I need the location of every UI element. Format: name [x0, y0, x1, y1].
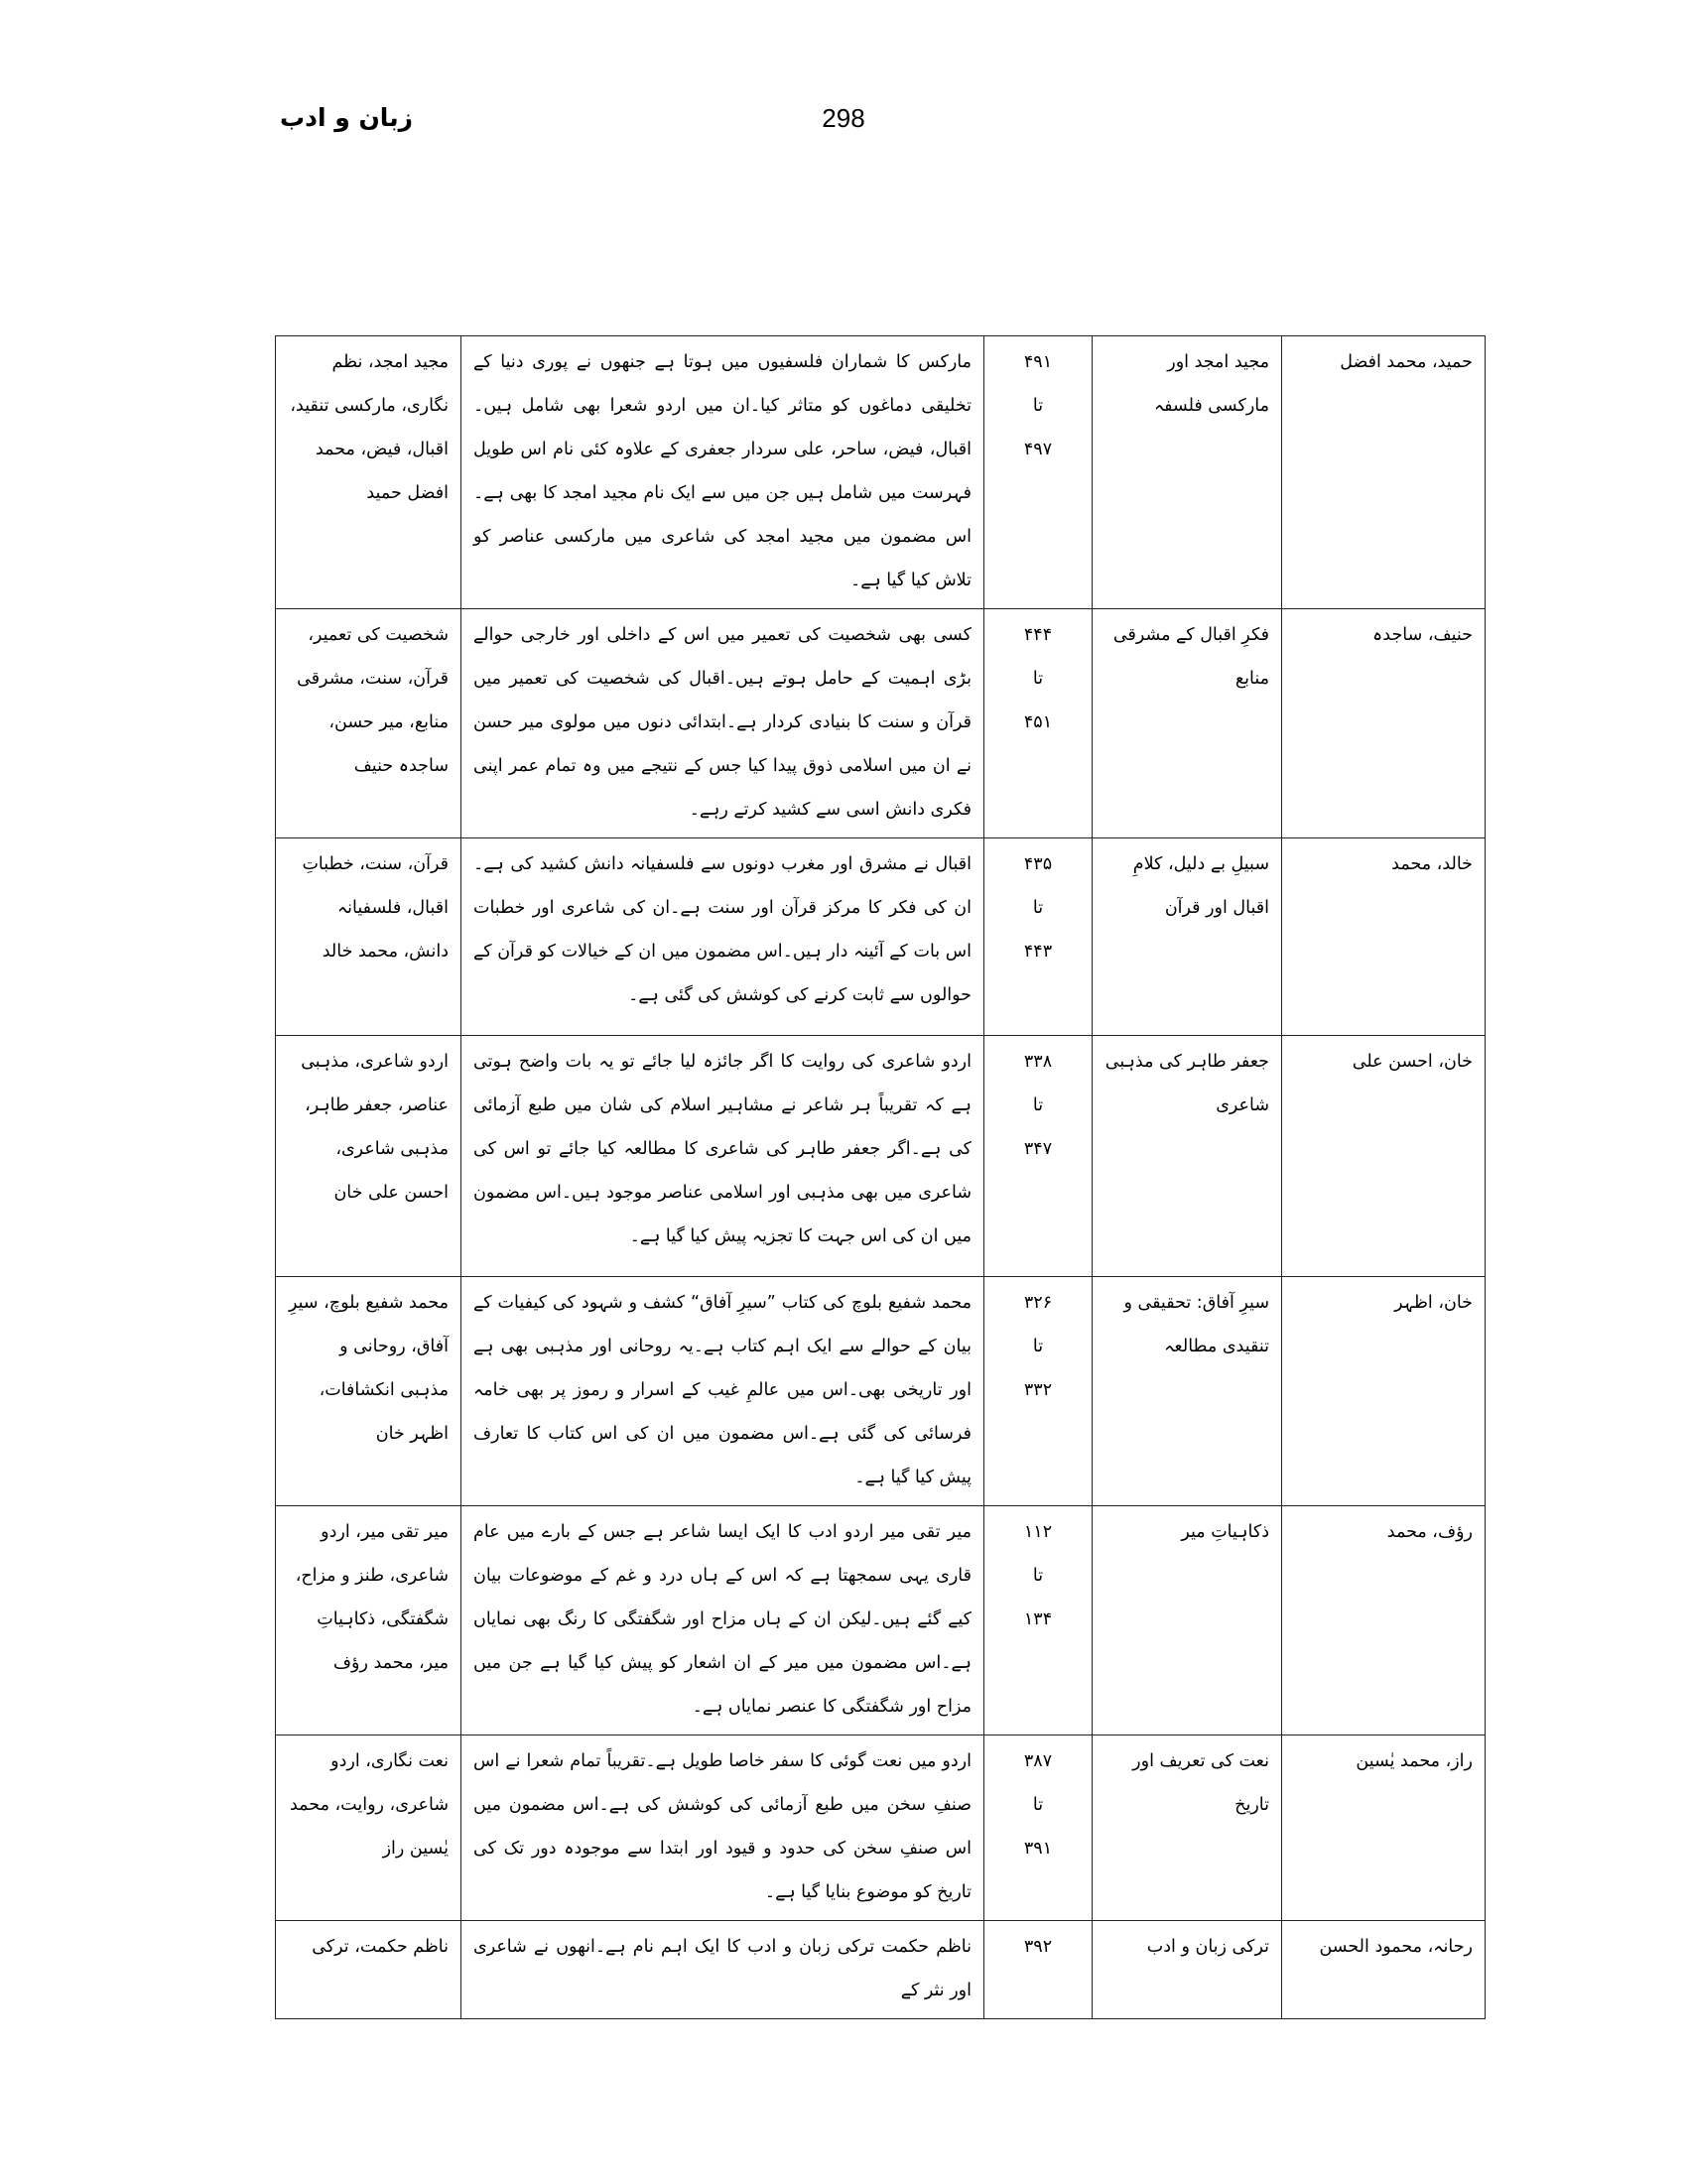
- abstract-cell: ناظم حکمت ترکی زبان و ادب کا ایک اہم نام ہے۔انھوں نے شاعری اور نثر کے: [461, 1921, 984, 2019]
- author-cell: خالد، محمد: [1282, 838, 1486, 1036]
- page-separator: تا: [1032, 1337, 1044, 1356]
- page-to: ۳۴۷: [1023, 1139, 1053, 1159]
- keywords-cell: نعت نگاری، اردو شاعری، روایت، محمد یٰسین راز: [276, 1735, 461, 1921]
- author-cell: حنیف، ساجدہ: [1282, 609, 1486, 838]
- title-cell: فکرِ اقبال کے مشرقی منابع: [1093, 609, 1282, 838]
- author-cell: خان، اظہر: [1282, 1277, 1486, 1506]
- author-cell: حمید، محمد افضل: [1282, 336, 1486, 609]
- author-cell: رؤف، محمد: [1282, 1506, 1486, 1735]
- abstract-cell: اردو شاعری کی روایت کا اگر جائزہ لیا جائے تو یہ بات واضح ہوتی ہے کہ تقریباً ہر شاعر نے مشاہیر اسلام کی شان میں طبع آزمائی کی ہے۔اگر جعفر طاہر کی شاعری کا مطالعہ کیا جائے تو اس کی شاعری میں بھی مذہبی اور اسلامی عناصر موجود ہیں۔اس مضمون میں ان کی اس جہت کا تجزیہ پیش کیا گیا ہے۔: [461, 1036, 984, 1277]
- page-to: ۳۳۲: [1023, 1380, 1053, 1400]
- pages-cell: [984, 336, 1093, 609]
- title-cell: نعت کی تعریف اور تاریخ: [1093, 1735, 1282, 1921]
- pages-cell: [984, 609, 1093, 838]
- table-row: [276, 336, 1486, 609]
- page-number: 298: [822, 103, 865, 133]
- pages-cell: [984, 838, 1093, 1036]
- table-row: [276, 609, 1486, 838]
- keywords-cell: قرآن، سنت، خطباتِ اقبال، فلسفیانہ دانش، محمد خالد: [276, 838, 461, 1036]
- table-row: [276, 1506, 1486, 1735]
- page-to: ۴۹۷: [1023, 440, 1053, 459]
- page-separator: تا: [1032, 1795, 1044, 1815]
- author-cell: راز، محمد یٰسین: [1282, 1735, 1486, 1921]
- pages-cell: [984, 1277, 1093, 1506]
- journal-title: زبان و ادب: [280, 103, 413, 132]
- author-cell: خان، احسن علی: [1282, 1036, 1486, 1277]
- keywords-cell: میر تقی میر، اردو شاعری، طنز و مزاح، شگفتگی، ذکاہیاتِ میر، محمد رؤف: [276, 1506, 461, 1735]
- pages-cell: [984, 1735, 1093, 1921]
- pages-cell: [984, 1506, 1093, 1735]
- abstract-cell: کسی بھی شخصیت کی تعمیر میں اس کے داخلی اور خارجی حوالے بڑی اہمیت کے حامل ہوتے ہیں۔اقبال کی شخصیت کی تعمیر میں قرآن و سنت کا بنیادی کردار ہے۔ابتدائی دنوں میں مولوی میر حسن نے ان میں اسلامی ذوق پیدا کیا جس کے نتیجے میں وہ تمام عمر اپنی فکری دانش اسی سے کشید کرتے رہے۔: [461, 609, 984, 838]
- abstract-cell: اردو میں نعت گوئی کا سفر خاصا طویل ہے۔تقریباً تمام شعرا نے اس صنفِ سخن میں طبع آزمائی کی کوشش کی ہے۔اس مضمون میں اس صنفِ سخن کی حدود و قیود اور ابتدا سے موجودہ دور تک کی تاریخ کو موضوع بنایا گیا ہے۔: [461, 1735, 984, 1921]
- page-to: ۴۴۳: [1023, 942, 1053, 962]
- keywords-cell: اردو شاعری، مذہبی عناصر، جعفر طاہر، مذہبی شاعری، احسن علی خان: [276, 1036, 461, 1277]
- page-to: ۴۵۱: [1023, 712, 1053, 732]
- page-from: ۳۸۷: [1023, 1751, 1053, 1771]
- page-from: ۴۹۱: [1023, 352, 1053, 372]
- table-row: [276, 1735, 1486, 1921]
- keywords-cell: ناظم حکمت، ترکی: [276, 1921, 461, 2019]
- page-from: ۴۳۵: [1023, 854, 1053, 874]
- pages-cell: [984, 1921, 1093, 2019]
- title-cell: ذکاہیاتِ میر: [1093, 1506, 1282, 1735]
- page-from: ۳۹۲: [1023, 1937, 1053, 1957]
- page-from: ۱۱۲: [1023, 1522, 1053, 1542]
- table-row: [276, 1036, 1486, 1277]
- table-row: [276, 1277, 1486, 1506]
- page-from: ۴۴۴: [1023, 625, 1053, 645]
- page-separator: تا: [1032, 1095, 1044, 1115]
- abstract-cell: میر تقی میر اردو ادب کا ایک ایسا شاعر ہے جس کے بارے میں عام قاری یہی سمجھتا ہے کہ اس کے ہاں درد و غم کے موضوعات بیان کیے گئے ہیں۔لیکن ان کے ہاں مزاح اور شگفتگی کا رنگ بھی نمایاں ہے۔اس مضمون میں میر کے ان اشعار کو پیش کیا گیا ہے جن میں مزاح اور شگفتگی کا عنصر نمایاں ہے۔: [461, 1506, 984, 1735]
- page-separator: تا: [1032, 898, 1044, 918]
- table-row: [276, 838, 1486, 1036]
- keywords-cell: مجید امجد، نظم نگاری، مارکسی تنقید، اقبال، فیض، محمد افضل حمید: [276, 336, 461, 609]
- abstract-cell: اقبال نے مشرق اور مغرب دونوں سے فلسفیانہ دانش کشید کی ہے۔ان کی فکر کا مرکز قرآن اور سنت ہے۔ان کی شاعری اور خطبات اس بات کے آئینہ دار ہیں۔اس مضمون میں ان کے خیالات کو قرآن کے حوالوں سے ثابت کرنے کی کوشش کی گئی ہے۔: [461, 838, 984, 1036]
- page-to: ۳۹۱: [1023, 1839, 1053, 1859]
- page-from: ۳۲۶: [1023, 1293, 1053, 1313]
- title-cell: مجید امجد اور مارکسی فلسفہ: [1093, 336, 1282, 609]
- page-separator: تا: [1032, 669, 1044, 689]
- page-separator: تا: [1032, 396, 1044, 416]
- page-separator: تا: [1032, 1566, 1044, 1586]
- abstract-cell: محمد شفیع بلوچ کی کتاب ”سیرِ آفاق“ کشف و شہود کی کیفیات کے بیان کے حوالے سے ایک اہم کتاب ہے۔یہ روحانی اور مذہبی بھی ہے اور تاریخی بھی۔اس میں عالمِ غیب کے اسرار و رموز پر بھی خامہ فرسائی کی گئی ہے۔اس مضمون میں ان کی اس کتاب کا تعارف پیش کیا گیا ہے۔: [461, 1277, 984, 1506]
- pages-cell: [984, 1036, 1093, 1277]
- table-row: [276, 1921, 1486, 2019]
- index-table: [275, 335, 1486, 2019]
- title-cell: ترکی زبان و ادب: [1093, 1921, 1282, 2019]
- keywords-cell: شخصیت کی تعمیر، قرآن، سنت، مشرقی منابع، میر حسن، ساجدہ حنیف: [276, 609, 461, 838]
- title-cell: سبیلِ بے دلیل، کلامِ اقبال اور قرآن: [1093, 838, 1282, 1036]
- keywords-cell: محمد شفیع بلوچ، سیرِ آفاق، روحانی و مذہبی انکشافات، اظہر خان: [276, 1277, 461, 1506]
- author-cell: رحانہ، محمود الحسن: [1282, 1921, 1486, 2019]
- title-cell: جعفر طاہر کی مذہبی شاعری: [1093, 1036, 1282, 1277]
- page-from: ۳۳۸: [1023, 1052, 1053, 1072]
- abstract-cell: مارکس کا شماران فلسفیوں میں ہوتا ہے جنھوں نے پوری دنیا کے تخلیقی دماغوں کو متاثر کیا۔ان میں اردو شعرا بھی شامل ہیں۔اقبال، فیض، ساحر، علی سردار جعفری کے علاوہ کئی نام اس طویل فہرست میں شامل ہیں جن میں سے ایک نام مجید امجد کا بھی ہے۔اس مضمون میں مجید امجد کی شاعری میں مارکسی عناصر کو تلاش کیا گیا ہے۔: [461, 336, 984, 609]
- title-cell: سیرِ آفاق: تحقیقی و تنقیدی مطالعہ: [1093, 1277, 1282, 1506]
- page-to: ۱۳۴: [1023, 1609, 1053, 1629]
